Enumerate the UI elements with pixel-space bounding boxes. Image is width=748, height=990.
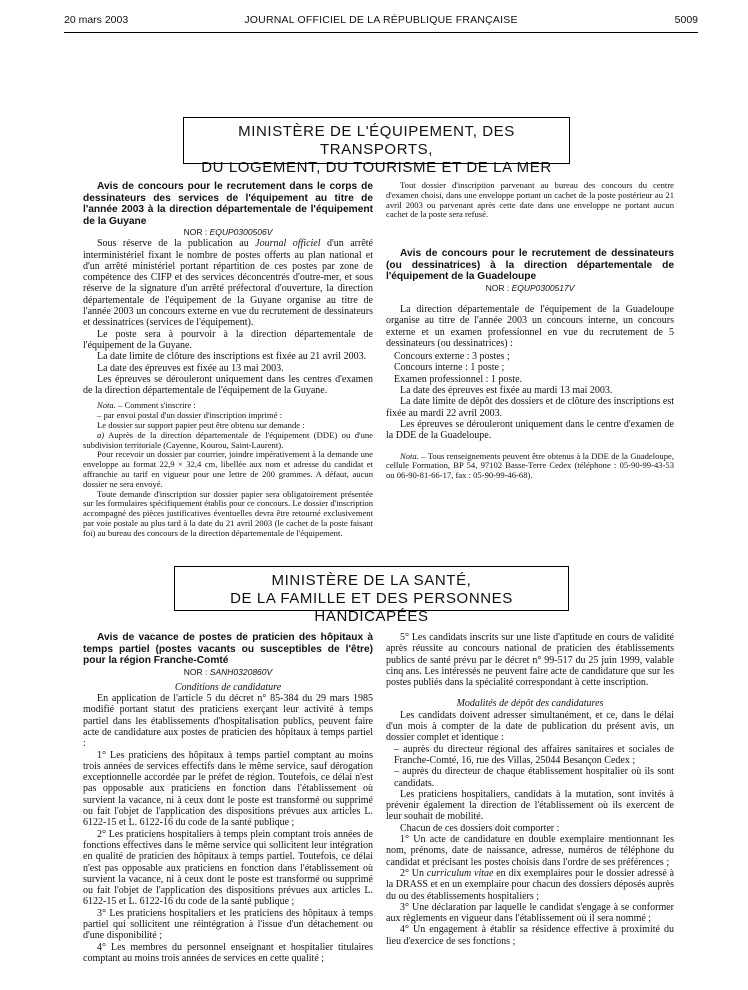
ministry-box-sante: [174, 566, 569, 625]
list-item: Concours externe : 3 postes ;: [394, 351, 510, 363]
article-title: Avis de concours pour le recrutement de dessinateurs (ou dessinatrices) à la direction départementale de l'équipement de la Guadeloupe: [386, 248, 674, 283]
article-title: Avis de concours pour le recrutement dans le corps de dessinateurs des services de l'équipement au titre de l'année 2003 à la direction départementale de l'équipement de la Guyane: [83, 181, 373, 227]
paragraph: Chacun de ces dossiers doit comporter :: [400, 822, 560, 834]
paragraph: 1° Un acte de candidature en double exemplaire mentionnant les nom, prénoms, date de naissance, adresse, numéros de téléphone du candidat et précisant les postes choisis dans l'ordre de ses préférences ;: [386, 834, 674, 868]
paragraph: 3° Une déclaration par laquelle le candidat s'engage à se conformer aux règlements en vigueur dans l'établissement où il sera nommé ;: [386, 901, 674, 925]
paragraph: Le poste sera à pourvoir à la direction départementale de l'équipement de la Guyane.: [83, 328, 373, 351]
nor-line: NOR : EQUP0300517V: [485, 282, 575, 293]
paragraph: Les praticiens hospitaliers, candidats à la mutation, sont invités à prévenir également la direction de l'établissement où ils exercent de leur souhait de mobilité.: [386, 788, 674, 823]
paragraph: 1° Les praticiens des hôpitaux à temps partiel comptant au moins trois années de services effectifs dans le même service, sauf dérogation exceptionnelle accordée par le préfet de région. Toutefois, ce délai n'est pas opposable aux praticiens en fonction dans l'établissement où survient la vacance, ni à ceux dont le poste est transformé ou supprimé ou fait l'objet de l'application des dispositions prévues aux articles L. 6122-15 et L. 6122-16 du code de la santé publique ;: [83, 749, 373, 829]
paragraph: Sous réserve de la publication au Journal officiel d'un arrêté interministériel fixant le nombre de postes offerts au plan national et d'un arrêté ministériel portant répartition de ces postes par zone de compétence des CIFP et des services déconcentrés d'outre-mer, et sous réserve de la signature d'un arrêté préfectoral d'ouverture, la direction départementale de l'équipement de la Guyane organise au titre de l'année 2003 un concours externe en vue du recrutement de dessinateurs et dessinatrices (services de l'équipement).: [83, 238, 373, 329]
nota-block: [83, 401, 373, 538]
paragraph: 3° Les praticiens hospitaliers et les praticiens des hôpitaux à temps partiel qui sollicitent une réintégration à l'issue d'un détachement ou d'une disponibilité ;: [83, 907, 373, 942]
nor-code: EQUP0300517V: [511, 282, 575, 293]
column-right-bottom: [386, 632, 674, 947]
article-title: Avis de vacance de postes de praticien des hôpitaux à temps partiel (postes vacants ou susceptibles de l'être) pour la région Franche-Comté: [83, 632, 373, 666]
nota-line: – par envoi postal d'un dossier d'inscription imprimé :: [97, 410, 282, 421]
nota-line: Nota. – Comment s'inscrire :: [97, 400, 196, 411]
header-date: 20 mars 2003: [64, 14, 129, 26]
journal-title: JOURNAL OFFICIEL DE LA RÉPUBLIQUE FRANÇAISE: [244, 14, 518, 26]
paragraph: La date limite de clôture des inscriptions est fixée au 21 avril 2003.: [97, 351, 367, 363]
paragraph: La date des épreuves est fixée au mardi 13 mai 2003.: [400, 385, 613, 397]
ministry-line-1: MINISTÈRE DE LA SANTÉ,: [271, 572, 472, 589]
nota-line: Nota. – Tous renseignements peuvent être obtenus à la DDE de la Guadeloupe, cellule Formation, BP 54, 97102 Basse-Terre Cedex (téléphone : 05-90-99-43-53 ou 06-90-81-66-17, fax : 05-90-99-46-68).: [386, 450, 674, 481]
section-heading: Modalités de dépôt des candidatures: [456, 698, 604, 710]
column-left-top: [83, 181, 373, 539]
paragraph: Les épreuves se dérouleront uniquement dans les centres d'examen de la direction départementale de l'équipement de la Guyane.: [83, 373, 373, 397]
section-heading: Conditions de candidature: [174, 681, 282, 693]
nota-continuation: [386, 181, 674, 220]
nor-line: NOR : EQUP0300506V: [183, 227, 273, 237]
paragraph: 4° Les membres du personnel enseignant et hospitalier titulaires comptant au moins trois années de services en cette qualité ;: [83, 941, 373, 964]
paragraph: 2° Un curriculum vitae en dix exemplaires pour le dossier adressé à la DRASS et en un exemplaire pour chacun des dossiers déposés auprès du ou des établissements hospitaliers ;: [386, 867, 674, 902]
paragraph: 4° Un engagement à établir sa résidence effective à proximité du lieu d'exercice de ses fonctions ;: [386, 924, 674, 947]
paragraph: 2° Les praticiens hospitaliers à temps plein comptant trois années de fonctions effectives dans le même service qui sollicitent leur intégration en qualité de praticien des hôpitaux à temps partiel. Toutefois, ce délai n'est pas opposable aux praticiens en fonction dans l'établissement où survient la vacance, ni à ceux dont le poste est transformé ou supprimé ou fait l'objet de l'application des dispositions prévues aux articles L. 6122-15 et L. 6122-16 du code de la santé publique ;: [83, 828, 373, 908]
paragraph: Les épreuves se dérouleront uniquement dans le centre d'examen de la DDE de la Guadeloupe.: [386, 418, 674, 442]
page-header: [64, 14, 698, 30]
paragraph: En application de l'article 5 du décret n° 85-384 du 29 mars 1985 modifié portant statut des praticiens exerçant leur activité à temps partiel dans les établissements d'hospitalisation publics, peuvent faire acte de candidature aux postes de praticien des hôpitaux à temps partiel :: [83, 693, 373, 750]
column-right-top: [386, 181, 674, 481]
list-item: – auprès du directeur régional des affaires sanitaires et sociales de Franche-Comté, 16, rue des Villas, 25044 Besançon Cedex ;: [394, 743, 674, 766]
nota-line: a) Auprès de la direction départementale de l'équipement (DDE) ou d'une subdivision territoriale (Cayenne, Kourou, Saint-Laurent).: [83, 429, 373, 450]
nor-code: SANH0320860V: [209, 666, 273, 677]
header-rule: [64, 32, 698, 33]
ministry-line-1: MINISTÈRE DE L'ÉQUIPEMENT, DES TRANSPORTS,: [238, 123, 515, 158]
list-item: Concours interne : 1 poste ;: [394, 362, 505, 374]
list-item: – auprès du directeur de chaque établissement hospitalier où ils sont candidats.: [394, 766, 674, 789]
paragraph: La date des épreuves est fixée au 13 mai 2003.: [97, 362, 284, 374]
column-left-bottom: [83, 632, 373, 964]
nota-block: [386, 452, 674, 481]
paragraph: La direction départementale de l'équipement de la Guadeloupe organise au titre de l'année 2003 un concours interne, un concours externe et un examen professionnel en vue du recrutement de 5 dessinateurs (ou dessinatrices) :: [386, 303, 674, 349]
nor-line: NOR : SANH0320860V: [183, 666, 273, 677]
ministry-box-equipement: [183, 117, 570, 176]
nota-line: Tout dossier d'inscription parvenant au bureau des concours du centre d'examen choisi, dans une enveloppe portant un cachet de la poste postérieur au 21 avril 2003 ou parvenant après cette date dans une enveloppe ne portant aucun cachet de la poste sera refusé.: [386, 180, 674, 220]
list-item: Examen professionnel : 1 poste.: [394, 373, 523, 385]
nota-line: Pour recevoir un dossier par courrier, joindre impérativement à la demande une enveloppe au format 22,9 × 32,4 cm, libellée aux nom et adresse du candidat et affranchie au tarif en vigueur pour une lettre de 200 grammes. A défaut, aucun dossier ne sera envoyé.: [83, 449, 373, 489]
ministry-line-2: DE LA FAMILLE ET DES PERSONNES HANDICAPÉES: [230, 590, 513, 625]
page-number: 5009: [674, 14, 698, 26]
paragraph: La date limite de dépôt des dossiers et de clôture des inscriptions est fixée au mardi 22 avril 2003.: [386, 396, 674, 419]
ministry-line-2: DU LOGEMENT, DU TOURISME ET DE LA MER: [201, 159, 552, 176]
nota-line: Toute demande d'inscription sur dossier papier sera obligatoirement présentée sur les formulaires spécifiquement établis pour ce concours. Le dossier d'inscription accompagné des pièces justificatives éventuelles devra être retourné exclusivement par voie postale au plus tard à la date du 21 avril 2003 (le cachet de la poste faisant foi) au bureau des concours de la direction départementale de l'équipement.: [83, 488, 373, 538]
nor-code: EQUP0300506V: [209, 227, 273, 237]
nota-line: Le dossier sur support papier peut être obtenu sur demande :: [97, 420, 305, 431]
paragraph: Les candidats doivent adresser simultanément, et ce, dans le délai d'un mois à compter de la date de publication du présent avis, un dossier complet et identique :: [386, 709, 674, 744]
paragraph: 5° Les candidats inscrits sur une liste d'aptitude en cours de validité après réussite au concours national de praticien des établissements publics de santé prévu par le décret n° 99-517 du 25 juin 1999, valable cinq ans. Les intéressés ne peuvent faire acte de candidature que sur les postes publiés dans la spécialité correspondant à cette inscription.: [386, 632, 674, 689]
